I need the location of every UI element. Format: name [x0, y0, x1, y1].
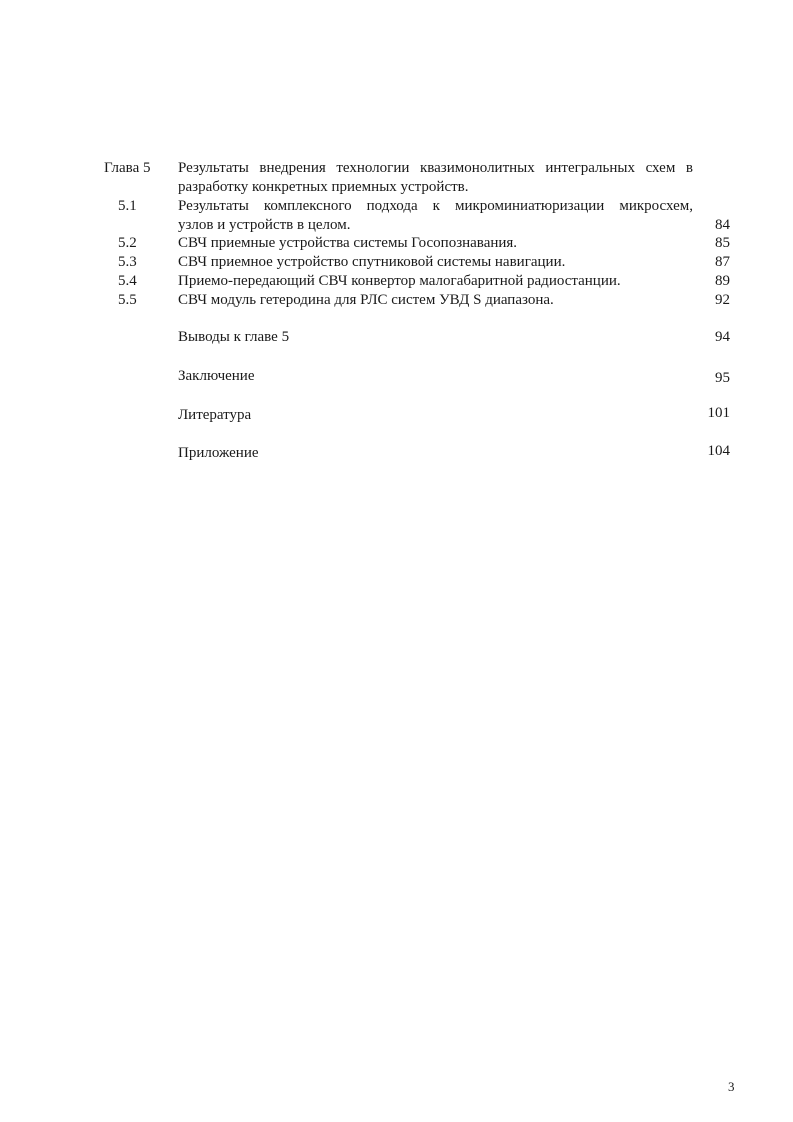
toc-section-row [0, 290, 793, 310]
toc-chapter-row [0, 158, 793, 178]
extra-title: Заключение [178, 368, 255, 384]
section-page-number: 92 [715, 292, 730, 308]
toc-section-row-cont [0, 215, 793, 235]
extra-title: Выводы к главе 5 [178, 329, 290, 345]
section-number: 5.5 [118, 292, 137, 308]
section-title: СВЧ модуль гетеродина для РЛС систем УВД S диапазона. [178, 292, 554, 308]
section-title: СВЧ приемные устройства системы Госопознавания. [178, 235, 518, 251]
toc-section-row [0, 233, 793, 253]
extra-page-number: 104 [707, 443, 730, 459]
section-title-line1: Результаты комплексного подхода к микроминиатюризации микросхем, [178, 198, 693, 214]
chapter-title-line1: Результаты внедрения технологии квазимонолитных интегральных схем в [178, 160, 693, 176]
chapter-title-line2: разработку конкретных приемных устройств. [178, 179, 469, 195]
section-number: 5.4 [118, 273, 137, 289]
toc-section-row [0, 252, 793, 272]
section-page-number: 84 [715, 217, 730, 233]
toc-section-row [0, 271, 793, 291]
page-number: 3 [728, 1079, 735, 1094]
chapter-number: Глава 5 [104, 160, 151, 176]
extra-page-number: 101 [707, 405, 730, 421]
extra-title: Приложение [178, 445, 259, 461]
toc-section-row [0, 196, 793, 216]
toc-extra-row [0, 405, 793, 425]
toc-extra-row [0, 366, 793, 386]
toc-extra-row [0, 443, 793, 463]
extra-title: Литература [178, 407, 252, 423]
section-title-line2: узлов и устройств в целом. [178, 217, 351, 233]
section-page-number: 87 [715, 254, 730, 270]
section-page-number: 89 [715, 273, 730, 289]
section-title: СВЧ приемное устройство спутниковой системы навигации. [178, 254, 566, 270]
section-number: 5.2 [118, 235, 137, 251]
toc-chapter-row-cont [0, 177, 793, 197]
section-page-number: 85 [715, 235, 730, 251]
section-number: 5.3 [118, 254, 137, 270]
section-title: Приемо-передающий СВЧ конвертор малогабаритной радиостанции. [178, 273, 621, 289]
section-number: 5.1 [118, 198, 137, 214]
toc-extra-row [0, 327, 793, 347]
extra-page-number: 94 [715, 329, 730, 345]
extra-page-number: 95 [715, 370, 730, 386]
